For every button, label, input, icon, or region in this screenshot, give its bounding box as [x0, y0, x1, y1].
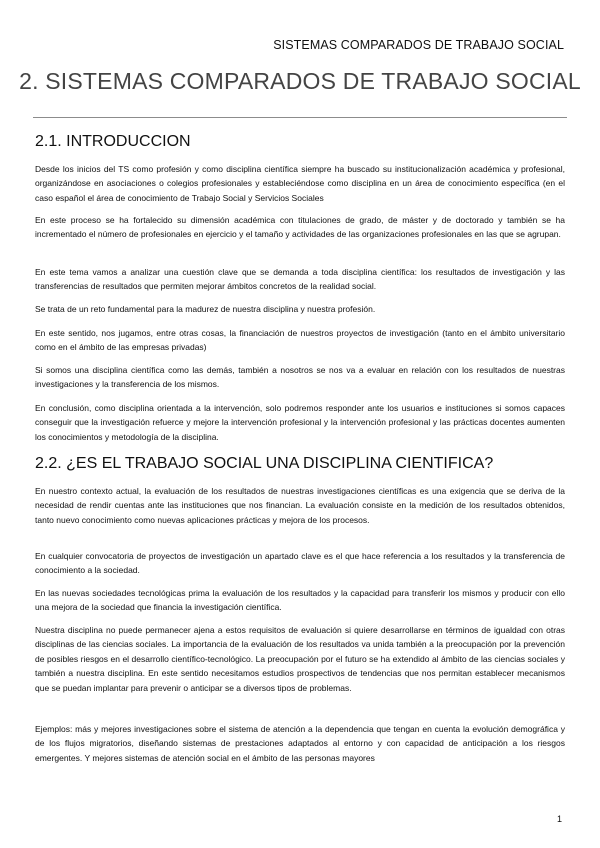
paragraph: En conclusión, como disciplina orientada a la intervención, solo podremos responder ante los usuarios e instituciones si somos capaces conseguir que la investigación refuerce y mejore la intervención profesional y la intervención profesional y las prácticas docentes aumenten los conocimientos y metodología de la disciplina.	[35, 403, 565, 442]
paragraph: En cualquier convocatoria de proyectos de investigación un apartado clave es el que hace referencia a los resultados y la transferencia de conocimiento a la sociedad.	[35, 551, 565, 576]
running-header: SISTEMAS COMPARADOS DE TRABAJO SOCIAL	[273, 38, 564, 52]
paragraph: En este sentido, nos jugamos, entre otras cosas, la financiación de nuestros proyectos de investigación (tanto en el ámbito universitario como en el ámbito de las empresas privadas)	[35, 328, 565, 353]
paragraph: Se trata de un reto fundamental para la madurez de nuestra disciplina y nuestra profesión.	[35, 304, 376, 314]
page-number: 1	[557, 814, 563, 824]
paragraph: Si somos una disciplina científica como las demás, también a nosotros se nos va a evaluar en relación con los resultados de nuestras investigaciones y la transferencia de los mismos.	[35, 365, 565, 390]
paragraph: Nuestra disciplina no puede permanecer ajena a estos requisitos de evaluación si quiere desarrollarse en términos de igualdad con otras disciplinas de las ciencias sociales. La importancia de la evaluación de los resultados va unida también a la preocupación por la prevención de posibles riesgos en el desarrollo científico-tecnológico. La preocupación por el futuro se ha extendido al ámbito de las ciencias sociales y también a nuestra disciplina. En este sentido necesitamos estudios prospectivos de tendencias que nos permitan establecer mecanismos que se puedan implantar para prevenir o anticipar se a diversos tipos de problemas.	[35, 625, 565, 693]
paragraph: Ejemplos: más y mejores investigaciones sobre el sistema de atención a la dependencia que tengan en cuenta la evolución demográfica y de los flujos migratorios, diseñando sistemas de prestaciones adaptados al entorno y con capacidad de anticipación a los riesgos emergentes. Y mejores sistemas de atención social en el ámbito de las personas mayores	[35, 724, 565, 763]
paragraph: En las nuevas sociedades tecnológicas prima la evaluación de los resultados y la capacidad para transferir los mismos y producir con ello una mejora de la sociedad que financia la investigación científica.	[35, 588, 565, 613]
paragraph: En este tema vamos a analizar una cuestión clave que se demanda a toda disciplina científica: los resultados de investigación y las transferencias de resultados que permiten mejorar ámbitos concretos de la realidad social.	[35, 267, 565, 292]
paragraph: En este proceso se ha fortalecido su dimensión académica con titulaciones de grado, de máster y de doctorado y también se ha incrementado el número de profesionales en ejercicio y el tamaño y actividades de las organizaciones profesionales en las que se agrupan.	[35, 215, 565, 240]
chapter-title: 2. SISTEMAS COMPARADOS DE TRABAJO SOCIAL	[19, 68, 581, 94]
paragraph: En nuestro contexto actual, la evaluación de los resultados de nuestras investigaciones científicas es una exigencia que se deriva de la necesidad de rendir cuentas ante las instituciones que nos financian. La evaluación consiste en la medición de los resultados obtenidos, tanto nuevo conocimiento como nuevas aplicaciones prácticas y mejora de los procesos.	[35, 486, 565, 525]
title-divider	[33, 117, 567, 118]
paragraph: Desde los inicios del TS como profesión y como disciplina científica siempre ha buscado su institucionalización académica y profesional, organizándose en asociaciones o colegios profesionales y estableciéndose como disciplina en un área de conocimiento específica (en el caso español el área de conocimiento de Trabajo Social y Servicios Sociales	[35, 164, 565, 203]
section-heading-disciplina-cientifica: 2.2. ¿ES EL TRABAJO SOCIAL UNA DISCIPLINA CIENTIFICA?	[35, 455, 494, 472]
section-heading-introduccion: 2.1. INTRODUCCION	[35, 133, 191, 150]
